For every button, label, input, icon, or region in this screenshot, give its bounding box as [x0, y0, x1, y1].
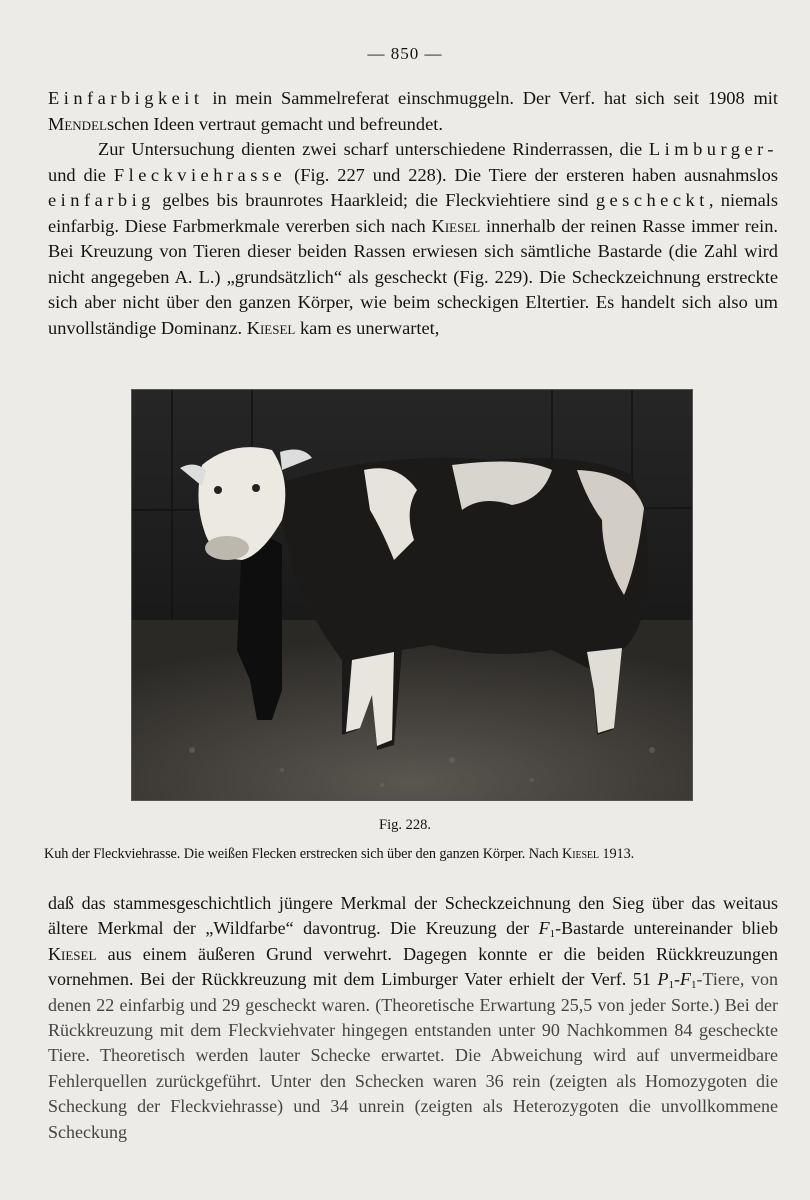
top-text-block [48, 86, 778, 341]
dash: - [674, 969, 681, 990]
figure-caption-text-b: 1913. [598, 846, 635, 862]
paragraph-3-text-a: daß das stammesgeschichtlich jüngere Merkmal der Scheckzeichnung den Sieg über das weitaus ältere Merkmal der „Wildfarbe“ davontrug. Die Kreuzung der [48, 893, 778, 939]
author-name-kiesel: Kiesel [431, 215, 481, 236]
bottom-text-block [48, 891, 778, 1145]
paragraph-2-text-c: (Fig. 227 und 228). Die Tiere der ersteren haben ausnahmslos [286, 164, 778, 185]
author-name-kiesel: Kiesel [562, 846, 599, 862]
cow-photograph [131, 389, 693, 801]
symbol-f: F [680, 969, 692, 990]
spaced-word-fleckviehrasse: Fleckviehrasse [113, 164, 287, 185]
spaced-word-einfarbigkeit: Einfarbigkeit [48, 88, 204, 108]
figure-label: Fig. 228. [379, 817, 431, 833]
subscript-1: 1 [668, 979, 675, 992]
paragraph-1-text-a: in mein Sammelreferat einschmuggeln. Der Verf. hat sich seit 1908 mit [203, 88, 778, 108]
author-name-kiesel: Kiesel [48, 943, 97, 964]
figure-caption [44, 846, 774, 863]
paragraph-2-text-g: kam es unerwartet, [295, 317, 440, 338]
author-name-mendel: Mendel [48, 113, 107, 134]
cow-illustration [132, 390, 692, 800]
paragraph-2 [48, 137, 778, 341]
paragraph-2-text-d: gelbes bis braunrotes Haarkleid; die Fleckviehtiere sind [154, 190, 596, 210]
paragraph-2-text-b: und die [48, 164, 114, 185]
page-number: — 850 — [367, 44, 443, 63]
author-name-kiesel: Kiesel [246, 317, 296, 338]
subscript-1: 1 [549, 928, 556, 941]
paragraph-2-text-a: Zur Untersuchung dienten zwei scharf unterschiedene Rinderrassen, die [98, 139, 649, 159]
paragraph-2-text-f: innerhalb der reinen Rasse immer rein. Bei Kreuzung von Tieren dieser beiden Rassen erwiesen sich sämtliche Bastarde (die Zahl wird nicht angegeben A. L.) „grundsätzlich“ als gescheckt (Fig. 229). Die Scheckzeichnung erstreckte sich aber nicht über den ganzen Körper, wie beim scheckigen Eltertier. Es handelt sich also um unvollständige Dominanz. [48, 215, 778, 338]
paragraph-3-text-d: -Tiere, von denen 22 einfarbig und 29 gescheckt waren. (Theoretische Erwartung 25,5 von jeder Sorte.) Bei der Rückkreuzung mit dem Fleckviehvater hingegen entstanden unter 90 Nachkommen 84 gescheckte Tiere. Theoretisch werden lauter Schecke erwartet. Die Abweichung wird auf unvermeidbare Fehlerquellen zurückgeführt. Unter den Schecken waren 36 rein (zeigten als Homozygoten die Scheckung der Fleckviehrasse) und 34 unrein (zeigten als Heterozygoten die unvollkommene Scheckung [48, 969, 778, 1142]
paragraph-1 [48, 86, 778, 137]
symbol-f: F [538, 918, 550, 939]
spaced-word-limburger: Limburger- [648, 139, 778, 159]
paragraph-1-text-b: schen Ideen vertraut gemacht und befreundet. [106, 113, 443, 134]
figure-caption-text-a: Kuh der Fleckviehrasse. Die weißen Flecken erstrecken sich über den ganzen Körper. Nach [44, 846, 562, 862]
subscript-1: 1 [691, 979, 697, 992]
spaced-word-gescheckt: gescheckt [595, 190, 709, 210]
paragraph-3-text-c: aus einem äußeren Grund verwehrt. Dagegen konnte er die beiden Rückkreuzungen vornehmen. Bei der Rückkreuzung mit dem Limburger Vater erhielt der Verf. 51 [48, 943, 778, 990]
paragraph-3-text-b: -Bastarde untereinander blieb [555, 918, 779, 939]
paragraph-2-text-e: , niemals einfarbig. Diese Farbmerkmale vererben sich nach [48, 190, 778, 236]
paragraph-3 [48, 891, 778, 1145]
symbol-p: P [657, 969, 669, 990]
spaced-word-einfarbig: einfarbig [48, 190, 155, 210]
